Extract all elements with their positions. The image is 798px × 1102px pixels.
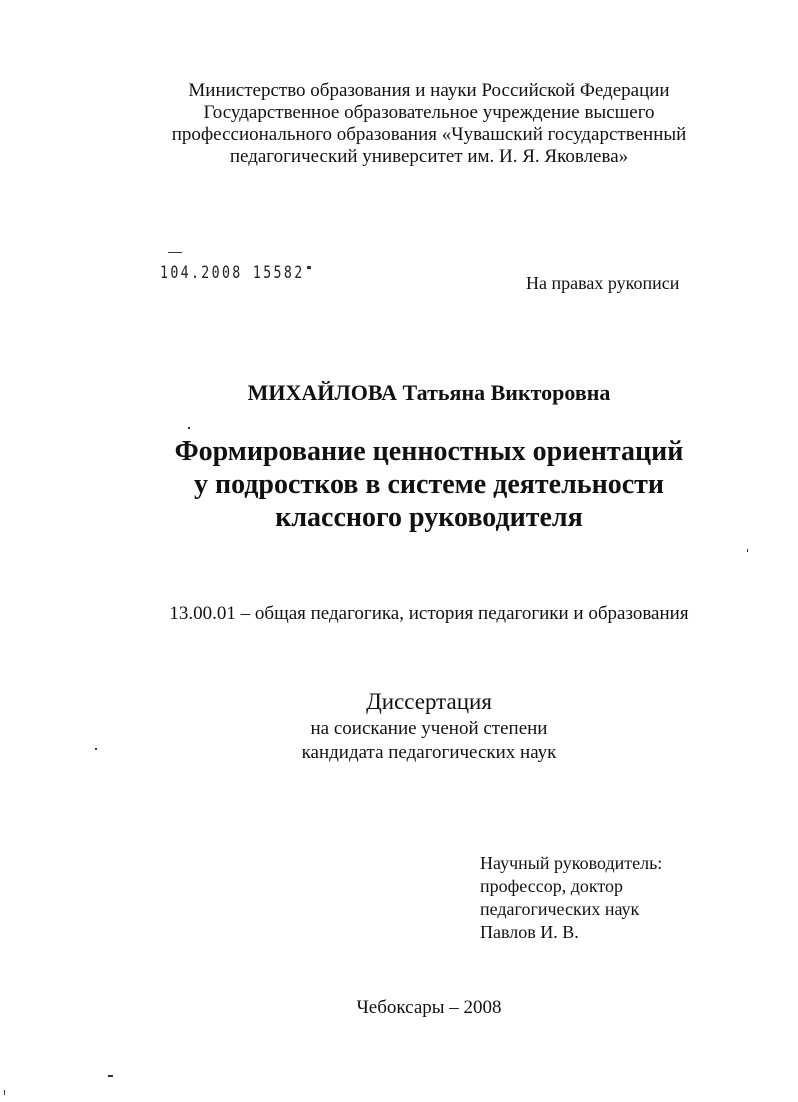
institution-line: педагогический университет им. И. Я. Яковлева» [229, 146, 629, 167]
degree-purpose: на соискание ученой степени [310, 718, 548, 739]
title-line: классного руководителя [275, 502, 583, 533]
supervisor-block [480, 852, 662, 944]
institution-line: Государственное образовательное учреждение высшего [203, 102, 655, 123]
scan-speck [108, 1075, 113, 1077]
author-name: МИХАЙЛОВА Татьяна Викторовна [247, 380, 611, 405]
dissertation-title [30, 435, 798, 534]
library-stamp-code: 104.2008 15582 [160, 263, 305, 283]
supervisor-line: Павлов И. В. [480, 922, 579, 942]
supervisor-line: педагогических наук [480, 899, 640, 919]
title-line: Формирование ценностных ориентаций [174, 436, 684, 467]
scan-speck [188, 427, 190, 429]
scan-speck [747, 549, 748, 552]
degree-name: кандидата педагогических наук [301, 742, 557, 763]
scan-speck [4, 1090, 5, 1095]
supervisor-line: Научный руководитель: [480, 853, 663, 873]
supervisor-line: профессор, доктор [480, 876, 624, 896]
scan-speck [95, 748, 97, 750]
scan-speck [307, 266, 311, 269]
city-year: Чебоксары – 2008 [356, 997, 502, 1018]
manuscript-rights-note: На правах рукописи [526, 273, 680, 293]
dissertation-block [30, 687, 798, 765]
institution-line: Министерство образования и науки Российской Федерации [188, 80, 670, 101]
dissertation-type: Диссертация [366, 689, 492, 714]
specialty-code: 13.00.01 – общая педагогика, история педагогики и образования [169, 603, 689, 624]
institution-header [30, 80, 798, 168]
institution-line: профессионального образования «Чувашский государственный [171, 124, 687, 145]
title-line: у подростков в системе деятельности [193, 469, 665, 500]
scan-speck [168, 252, 182, 253]
